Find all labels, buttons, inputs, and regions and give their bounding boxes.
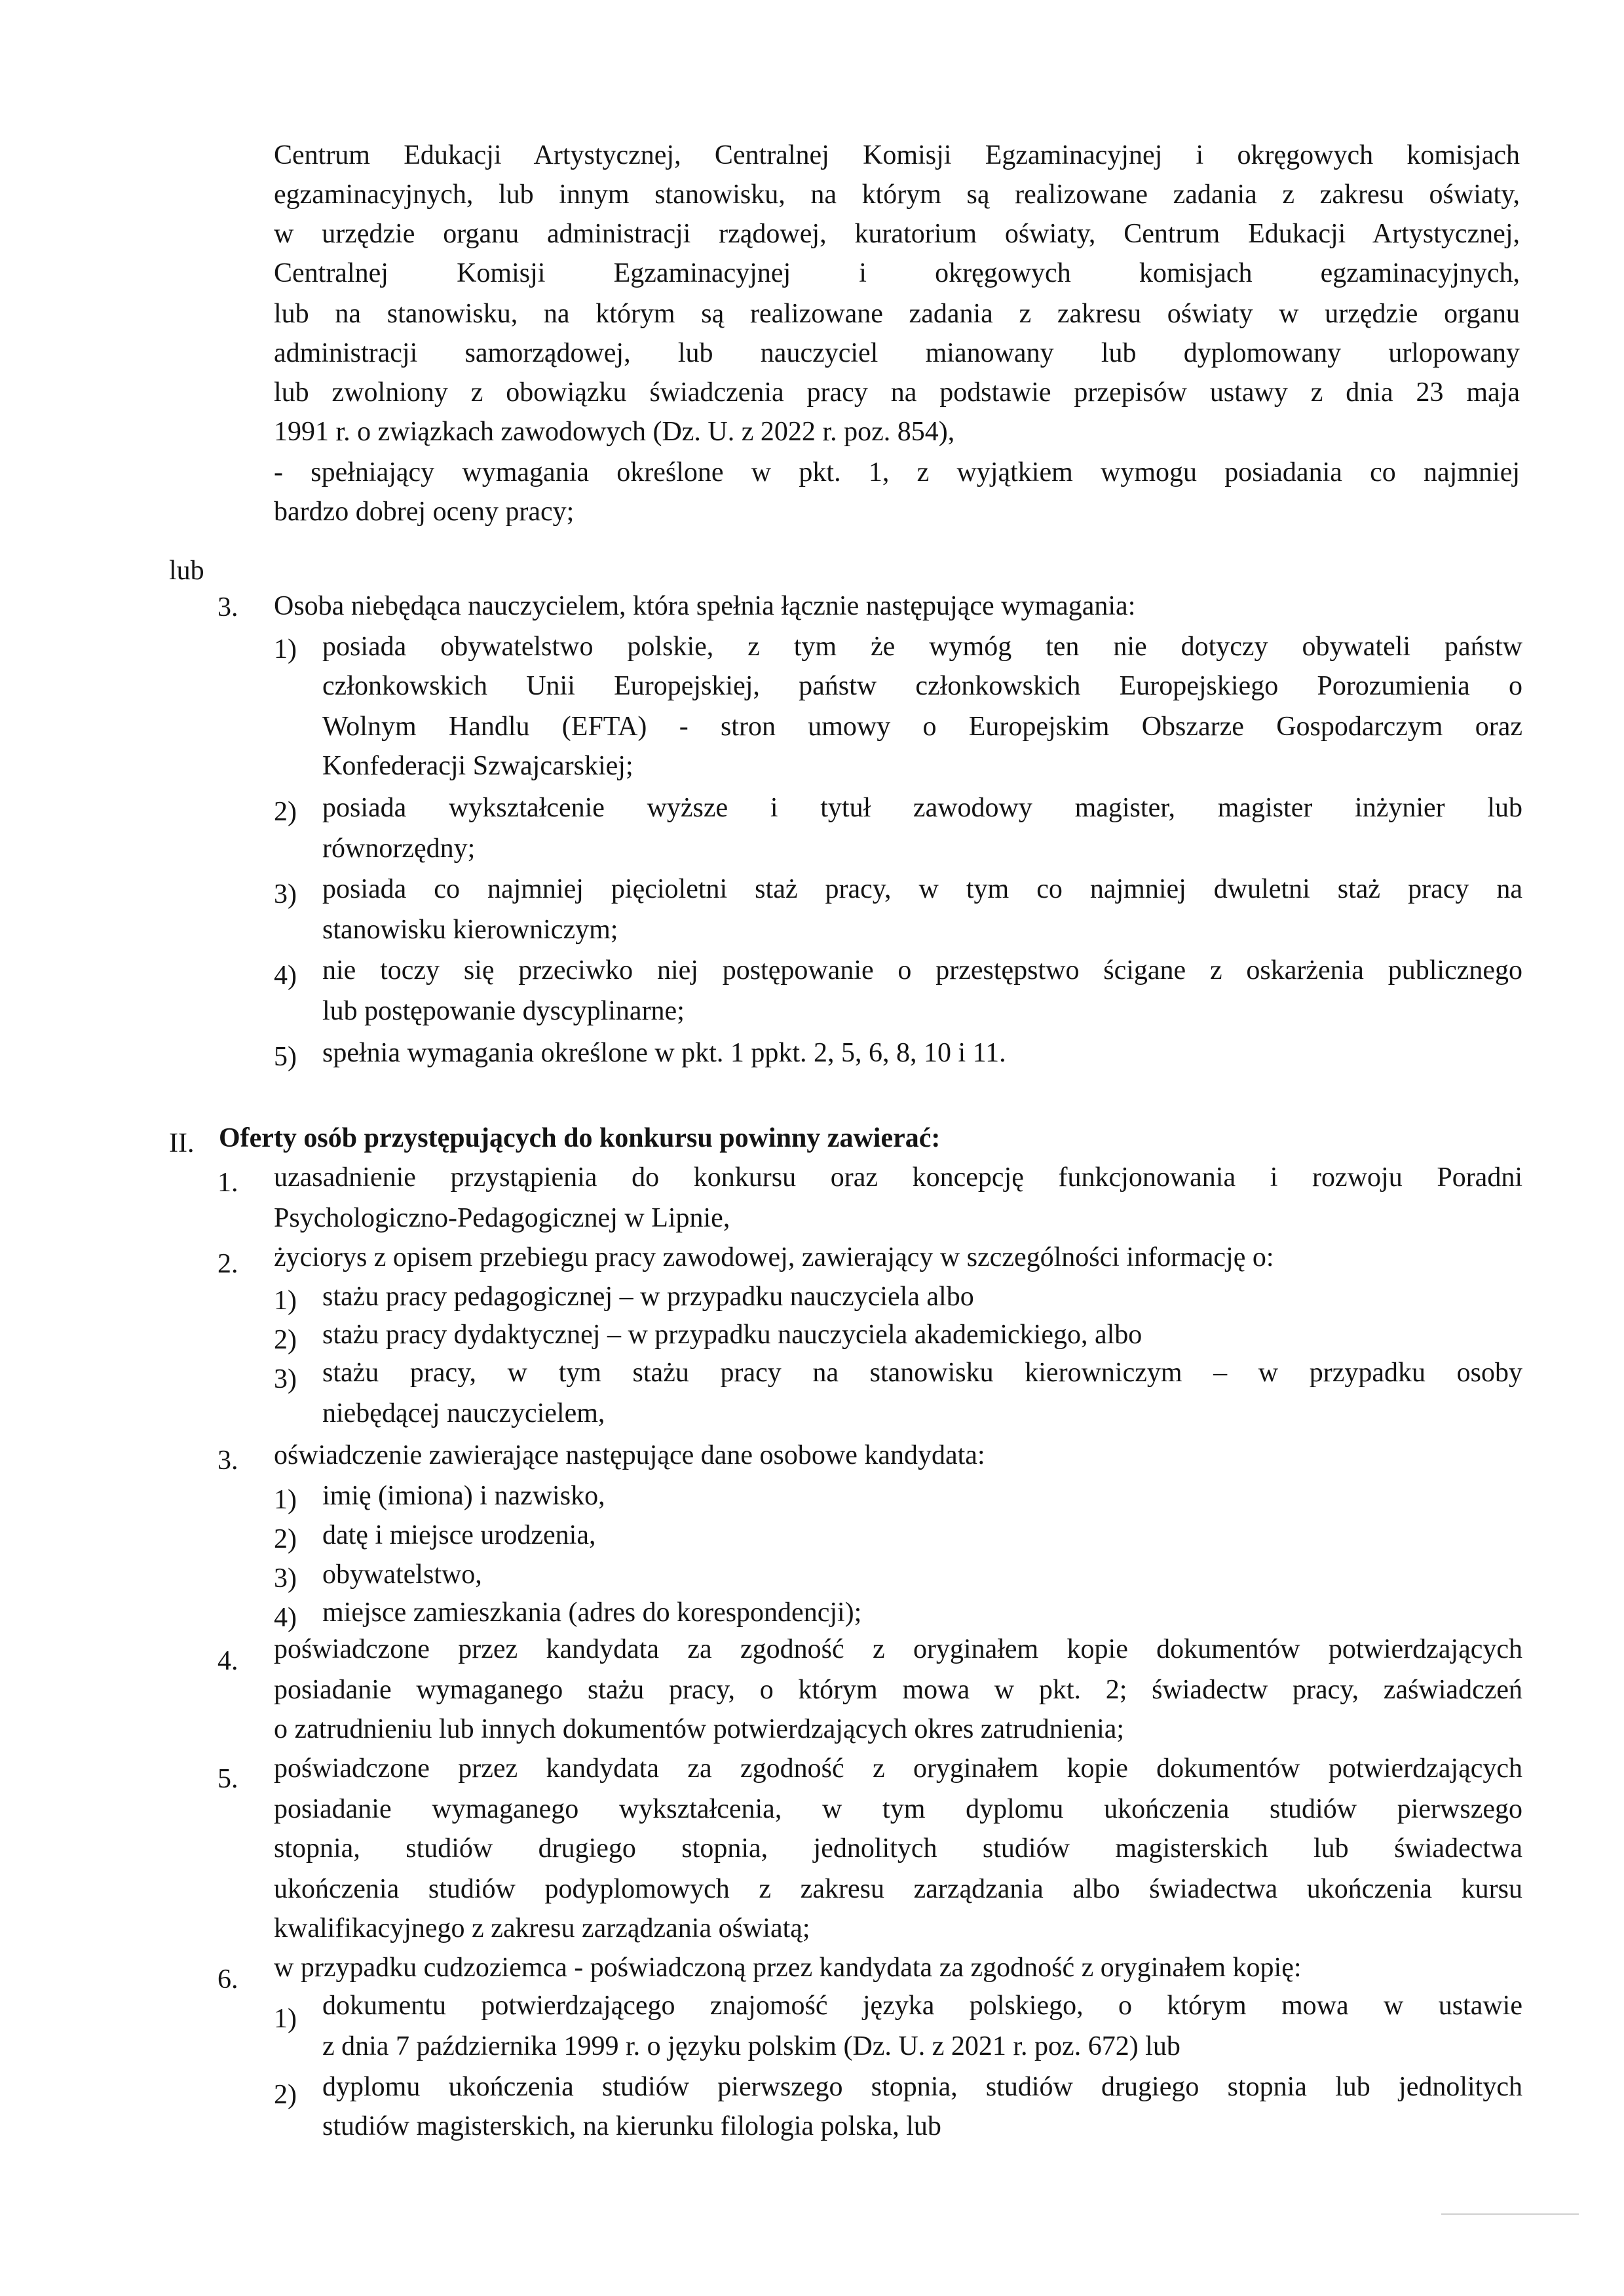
sub-number: 1) bbox=[274, 1485, 297, 1515]
sub-line: obywatelstwo, bbox=[322, 1559, 482, 1590]
sub-number: 2) bbox=[274, 797, 297, 827]
sub-line: dokumentu potwierdzającego znajomość języka polskiego, o którym mowa w ustawie bbox=[322, 1991, 1522, 2021]
sub-number: 2) bbox=[274, 2080, 297, 2110]
sub-line: stanowisku kierowniczym; bbox=[322, 915, 618, 945]
sub-number: 3) bbox=[274, 879, 297, 909]
sub-number: 1) bbox=[274, 2004, 297, 2034]
item-number: 3. bbox=[217, 592, 238, 622]
item-line: posiadanie wymaganego stażu pracy, o którym mowa w pkt. 2; świadectw pracy, zaświadczeń bbox=[274, 1675, 1522, 1705]
sub-number: 4) bbox=[274, 961, 297, 991]
section-number: II. bbox=[169, 1128, 195, 1158]
item-line: Psychologiczno-Pedagogicznej w Lipnie, bbox=[274, 1203, 730, 1233]
item-line: poświadczone przez kandydata za zgodność z oryginałem kopie dokumentów potwierdzających bbox=[274, 1753, 1522, 1784]
sub-number: 3) bbox=[274, 1563, 297, 1594]
sub-number: 2) bbox=[274, 1524, 297, 1554]
item-line: uzasadnienie przystąpienia do konkursu oraz koncepcję funkcjonowania i rozwoju Poradni bbox=[274, 1162, 1522, 1193]
intro-line: Centralnej Komisji Egzaminacyjnej i okręgowych komisjach egzaminacyjnych, bbox=[274, 258, 1520, 288]
item-line: życiorys z opisem przebiegu pracy zawodowej, zawierający w szczególności informację o: bbox=[274, 1242, 1274, 1272]
sub-number: 4) bbox=[274, 1603, 297, 1633]
sub-line: imię (imiona) i nazwisko, bbox=[322, 1481, 605, 1511]
sub-line: spełnia wymagania określone w pkt. 1 ppkt. 2, 5, 6, 8, 10 i 11. bbox=[322, 1038, 1006, 1068]
sub-number: 1) bbox=[274, 1286, 297, 1316]
item-line: oświadczenie zawierające następujące dane osobowe kandydata: bbox=[274, 1440, 985, 1470]
section-heading: Oferty osób przystępujących do konkursu powinny zawierać: bbox=[219, 1123, 941, 1153]
sub-number: 2) bbox=[274, 1325, 297, 1355]
intro-line: administracji samorządowej, lub nauczyciel mianowany lub dyplomowany urlopowany bbox=[274, 338, 1520, 368]
sub-line: stażu pracy, w tym stażu pracy na stanowisku kierowniczym – w przypadku osoby bbox=[322, 1358, 1522, 1388]
item-number: 5. bbox=[217, 1764, 238, 1794]
sub-line: z dnia 7 października 1999 r. o języku polskim (Dz. U. z 2021 r. poz. 672) lub bbox=[322, 2031, 1180, 2061]
item-line: o zatrudnieniu lub innych dokumentów potwierdzających okres zatrudnienia; bbox=[274, 1714, 1125, 1744]
sub-line: posiada wykształcenie wyższe i tytuł zawodowy magister, magister inżynier lub bbox=[322, 793, 1522, 823]
sub-number: 3) bbox=[274, 1364, 297, 1394]
item-number: 4. bbox=[217, 1646, 238, 1676]
item-text: Osoba niebędąca nauczycielem, która spełnia łącznie następujące wymagania: bbox=[274, 591, 1136, 621]
sub-line: miejsce zamieszkania (adres do korespondencji); bbox=[322, 1598, 862, 1628]
lub-connector: lub bbox=[169, 556, 204, 586]
item-number: 2. bbox=[217, 1249, 238, 1279]
sub-line: posiada obywatelstwo polskie, z tym że wymóg ten nie dotyczy obywateli państw bbox=[322, 632, 1522, 662]
item-line: stopnia, studiów drugiego stopnia, jednolitych studiów magisterskich lub świadectwa bbox=[274, 1833, 1522, 1864]
sub-line: studiów magisterskich, na kierunku filologia polska, lub bbox=[322, 2111, 941, 2141]
item-line: w przypadku cudzoziemca - poświadczoną przez kandydata za zgodność z oryginałem kopię: bbox=[274, 1953, 1302, 1983]
item-line: poświadczone przez kandydata za zgodność z oryginałem kopie dokumentów potwierdzających bbox=[274, 1634, 1522, 1664]
sub-line: członkowskich Unii Europejskiej, państw członkowskich Europejskiego Porozumienia o bbox=[322, 671, 1522, 701]
sub-number: 5) bbox=[274, 1042, 297, 1072]
sub-number: 1) bbox=[274, 634, 297, 664]
item-line: posiadanie wymaganego wykształcenia, w tym dyplomu ukończenia studiów pierwszego bbox=[274, 1794, 1522, 1824]
sub-line: stażu pracy pedagogicznej – w przypadku nauczyciela albo bbox=[322, 1282, 974, 1312]
sub-line: niebędącej nauczycielem, bbox=[322, 1398, 605, 1428]
intro-line: lub na stanowisku, na którym są realizowane zadania z zakresu oświaty w urzędzie organu bbox=[274, 299, 1520, 329]
item-number: 6. bbox=[217, 1964, 238, 1995]
scan-edge-line bbox=[1441, 2213, 1579, 2215]
intro-line: 1991 r. o związkach zawodowych (Dz. U. z 2022 r. poz. 854), bbox=[274, 417, 955, 447]
item-line: kwalifikacyjnego z zakresu zarządzania oświatą; bbox=[274, 1913, 810, 1943]
intro-line: egzaminacyjnych, lub innym stanowisku, na którym są realizowane zadania z zakresu oświaty, bbox=[274, 180, 1520, 210]
intro-line: lub zwolniony z obowiązku świadczenia pracy na podstawie przepisów ustawy z dnia 23 maja bbox=[274, 377, 1520, 408]
intro-line: Centrum Edukacji Artystycznej, Centralnej Komisji Egzaminacyjnej i okręgowych komisjach bbox=[274, 140, 1520, 170]
intro-line: w urzędzie organu administracji rządowej, kuratorium oświaty, Centrum Edukacji Artystycznej, bbox=[274, 219, 1520, 249]
sub-line: lub postępowanie dyscyplinarne; bbox=[322, 996, 685, 1026]
item-line: ukończenia studiów podyplomowych z zakresu zarządzania albo świadectwa ukończenia kursu bbox=[274, 1874, 1522, 1904]
sub-line: Konfederacji Szwajcarskiej; bbox=[322, 751, 633, 781]
intro-line: bardzo dobrej oceny pracy; bbox=[274, 497, 575, 527]
item-number: 1. bbox=[217, 1168, 238, 1198]
sub-line: nie toczy się przeciwko niej postępowanie o przestępstwo ścigane z oskarżenia publicznego bbox=[322, 955, 1522, 985]
sub-line: stażu pracy dydaktycznej – w przypadku nauczyciela akademickiego, albo bbox=[322, 1320, 1142, 1350]
sub-line: równorzędny; bbox=[322, 833, 476, 864]
sub-line: posiada co najmniej pięcioletni staż pracy, w tym co najmniej dwuletni staż pracy na bbox=[322, 874, 1522, 904]
sub-line: dyplomu ukończenia studiów pierwszego stopnia, studiów drugiego stopnia lub jednolitych bbox=[322, 2072, 1522, 2102]
item-number: 3. bbox=[217, 1445, 238, 1476]
sub-line: datę i miejsce urodzenia, bbox=[322, 1520, 596, 1550]
sub-line: Wolnym Handlu (EFTA) - stron umowy o Europejskim Obszarze Gospodarczym oraz bbox=[322, 712, 1522, 742]
intro-line: - spełniający wymagania określone w pkt. 1, z wyjątkiem wymogu posiadania co najmniej bbox=[274, 457, 1520, 488]
